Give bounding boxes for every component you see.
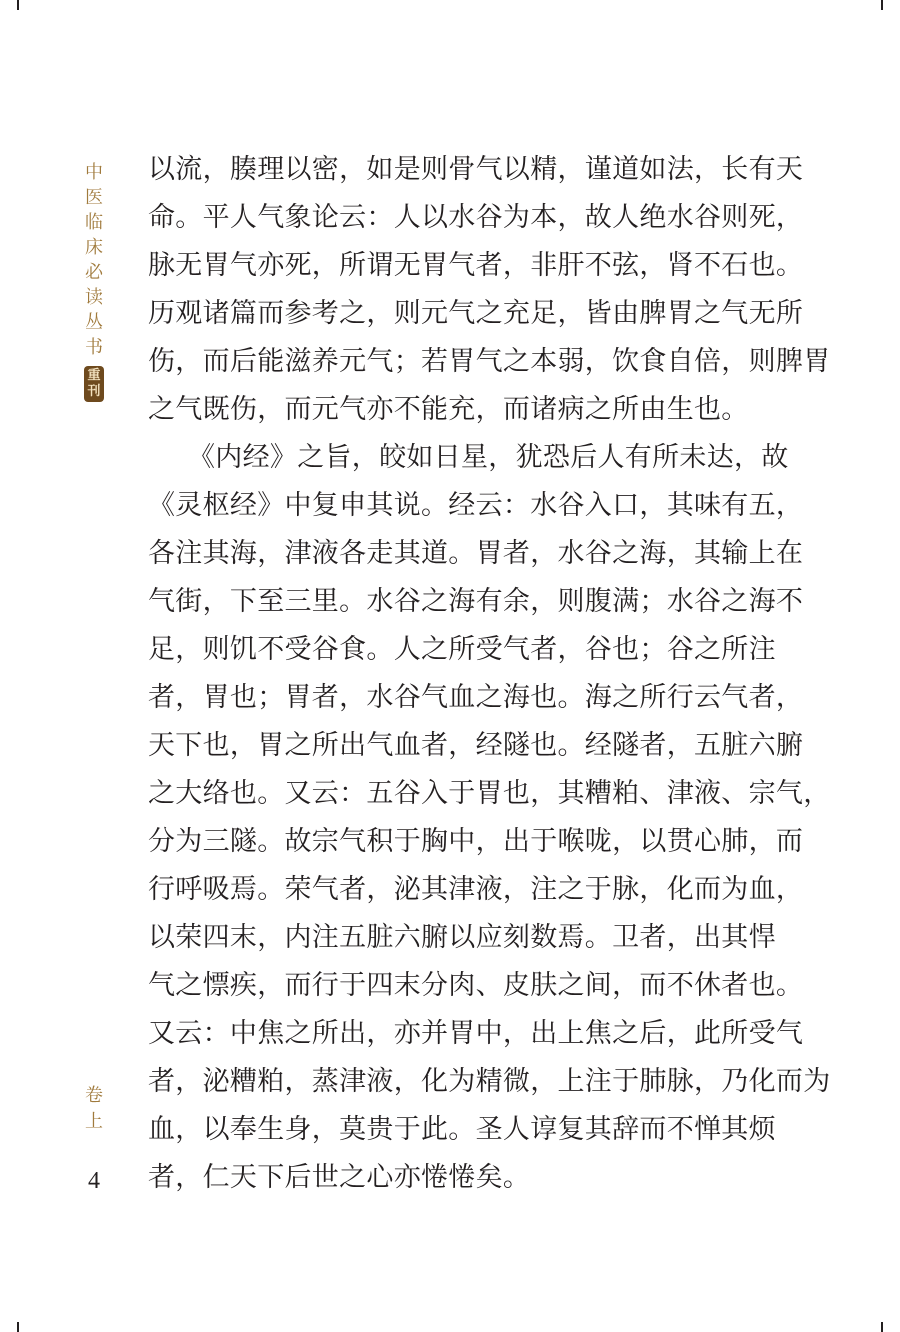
page-number: 4 [88, 1168, 100, 1194]
reprint-seal [84, 366, 104, 402]
text-line: 天下也，胃之所出气血者，经隧也。经隧者，五脏六腑 [148, 730, 804, 761]
series-title-char: 医 [85, 187, 103, 208]
volume-char: 卷 [85, 1085, 103, 1106]
crop-mark-top-right [881, 0, 883, 10]
series-title-char: 中 [85, 162, 103, 183]
text-line: 各注其海，津液各走其道。胃者，水谷之海，其输上在 [148, 538, 804, 569]
text-line: 之气既伤，而元气亦不能充，而诸病之所由生也。 [148, 394, 749, 425]
text-line: 气之慓疾，而行于四末分肉、皮肤之间，而不休者也。 [148, 970, 804, 1001]
crop-mark-bottom-right [881, 1322, 883, 1332]
text-line: 以荣四末，内注五脏六腑以应刻数焉。卫者，出其悍 [148, 922, 776, 953]
body-text [148, 146, 831, 1202]
text-line: 《灵枢经》中复申其说。经云：水谷入口，其味有五， [148, 490, 804, 521]
text-line: 分为三隧。故宗气积于胸中，出于喉咙，以贯心肺，而 [148, 826, 804, 857]
series-title-char: 丛 [85, 312, 103, 333]
series-title-char: 必 [85, 262, 103, 283]
series-title-char: 读 [85, 287, 103, 308]
crop-mark-top-left [17, 0, 19, 10]
paragraph-2 [148, 434, 831, 1202]
text-line: 行呼吸焉。荣气者，泌其津液，注之于脉，化而为血， [148, 874, 804, 905]
text-line: 气街，下至三里。水谷之海有余，则腹满；水谷之海不 [148, 586, 804, 617]
text-line: 又云：中焦之所出，亦并胃中，出上焦之后，此所受气 [148, 1018, 804, 1049]
text-line: 历观诸篇而参考之，则元气之充足，皆由脾胃之气无所 [148, 298, 804, 329]
volume-char: 上 [85, 1111, 103, 1132]
text-line: 者，胃也；胃者，水谷气血之海也。海之所行云气者， [148, 682, 804, 713]
text-line: 血，以奉生身，莫贵于此。圣人谆复其辞而不惮其烦 [148, 1114, 776, 1145]
series-title [84, 160, 104, 402]
paragraph-1 [148, 146, 831, 434]
text-line: 者，泌糟粕，蒸津液，化为精微，上注于肺脉，乃化而为 [148, 1066, 831, 1097]
text-line: 者，仁天下后世之心亦惓惓矣。 [148, 1162, 531, 1193]
seal-char: 重 [87, 368, 101, 383]
text-line: 以流，腠理以密，如是则骨气以精，谨道如法，长有天 [148, 154, 804, 185]
text-line: 脉无胃气亦死，所谓无胃气者，非肝不弦，肾不石也。 [148, 250, 804, 281]
series-title-char: 床 [85, 237, 103, 258]
series-title-char: 临 [85, 212, 103, 233]
crop-mark-bottom-left [17, 1322, 19, 1332]
text-line: 命。平人气象论云：人以水谷为本，故人绝水谷则死， [148, 202, 804, 233]
text-line: 足，则饥不受谷食。人之所受气者，谷也；谷之所注 [148, 634, 776, 665]
volume-label [82, 1083, 106, 1135]
text-line: 《内经》之旨，皎如日星，犹恐后人有所未达，故 [188, 442, 789, 473]
seal-char: 刊 [87, 384, 101, 399]
text-line: 伤，而后能滋养元气；若胃气之本弱，饮食自倍，则脾胃 [148, 346, 831, 377]
text-line: 之大络也。又云：五谷入于胃也，其糟粕、津液、宗气， [148, 778, 831, 809]
series-title-char: 书 [85, 337, 103, 358]
